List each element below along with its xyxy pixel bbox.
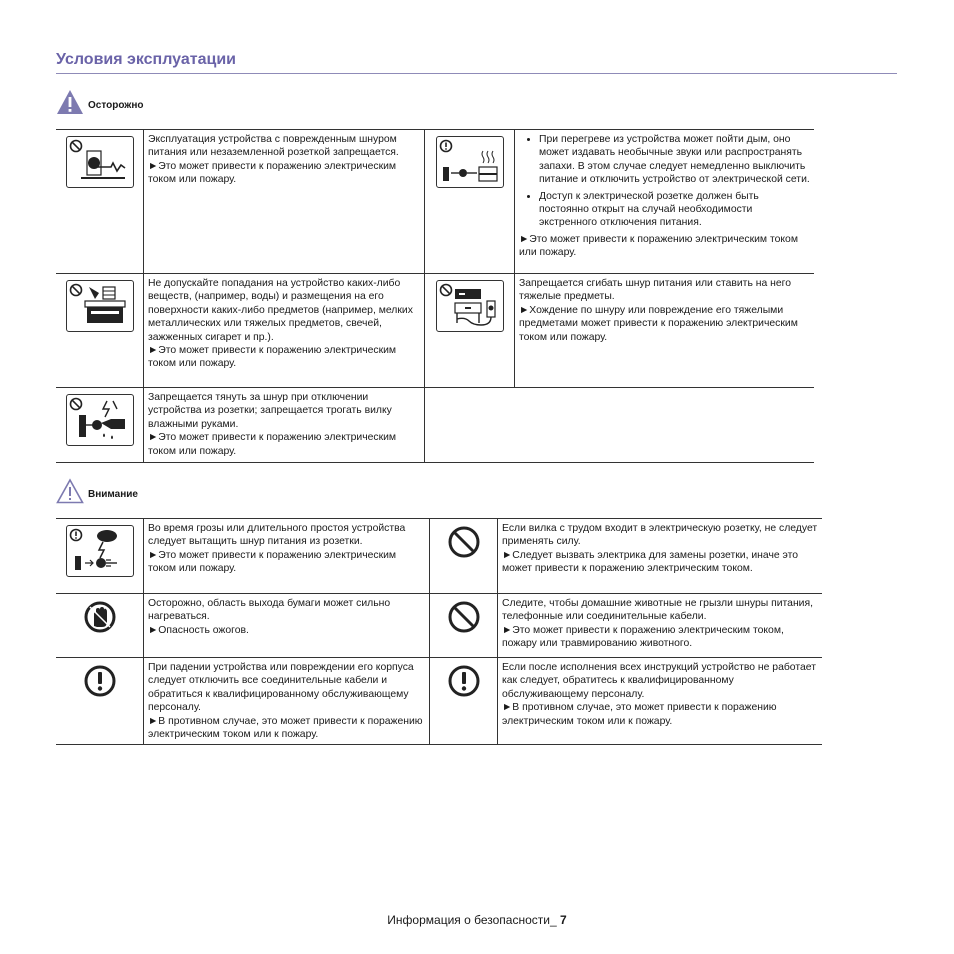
c-row1-left-text: Во время грозы или длительного простоя устройства следует вытащить шнур питания из розетки. ►Это может привести к поражению электрическим током или пожару. xyxy=(148,523,406,575)
hot-surface-hand-icon xyxy=(83,600,117,634)
text-cell xyxy=(144,130,425,273)
image-cell xyxy=(430,594,498,657)
row2-left-text: Не допускайте попадания на устройство каких-либо веществ, (например, воды) и размещения на его поверхности каких-либо предметов (например, мелких металлических или тяжелых предметов, свечей, зажженных сигарет и пр.). ►Это может привести к поражению электрическим током или пожару. xyxy=(148,278,413,370)
no-pulling-cord-wet-hands-icon xyxy=(66,394,134,446)
row1-right-note: ►Это может привести к поражению электрическим током или пожару. xyxy=(519,233,798,259)
text-cell xyxy=(144,658,430,744)
no-bending-cord-icon xyxy=(436,280,504,332)
exclamation-circle-icon xyxy=(447,664,481,698)
footer-text: Информация о безопасности_ xyxy=(387,913,557,927)
empty-cell xyxy=(425,388,814,462)
row3-left-text: Запрещается тянуть за шнур при отключении устройства из розетки; запрещается трогать вилку влажными руками. ►Это может привести к поражению электрическим током или пожару. xyxy=(148,392,397,457)
text-cell xyxy=(144,519,430,593)
caution-heading xyxy=(56,478,138,504)
image-cell xyxy=(56,658,144,744)
text-cell xyxy=(515,274,814,387)
title-rule xyxy=(56,73,897,74)
image-cell xyxy=(56,130,144,273)
image-cell xyxy=(425,274,515,387)
caution-table xyxy=(56,518,822,745)
text-cell xyxy=(144,594,430,657)
text-cell xyxy=(498,658,822,744)
damaged-cord-prohibited-icon xyxy=(66,136,134,188)
caution-heading-label: Внимание xyxy=(88,488,138,500)
text-cell xyxy=(498,594,822,657)
image-cell xyxy=(430,658,498,744)
table-row xyxy=(56,519,822,594)
c-row1-right-text: Если вилка с трудом входит в электрическую розетку, не следует применять силу. ►Следует вызвать электрика для замены розетки, иначе это может привести к поражению электрическим током. xyxy=(502,523,818,575)
page-title: Условия эксплуатации xyxy=(56,51,236,68)
row1-left-text: Эксплуатация устройства с поврежденным шнуром питания или незаземленной розеткой запрещается. ►Это может привести к поражению электрическим током или пожару. xyxy=(148,134,399,186)
table-row xyxy=(56,658,822,744)
table-row xyxy=(56,130,814,274)
prohibition-icon xyxy=(447,600,481,634)
warning-heading xyxy=(56,89,144,115)
table-row xyxy=(56,594,822,658)
image-cell xyxy=(56,519,144,593)
thunderstorm-unplug-icon xyxy=(66,525,134,577)
no-objects-on-device-icon xyxy=(66,280,134,332)
c-row2-right-text: Следите, чтобы домашние животные не грызли шнуры питания, телефонные или соединительные кабели. ►Это может привести к поражению электрическим током, пожару или травмированию животного. xyxy=(502,598,814,650)
caution-triangle-outline-icon xyxy=(56,478,84,504)
text-cell xyxy=(498,519,822,593)
c-row2-left-text: Осторожно, область выхода бумаги может сильно нагреваться. ►Опасность ожогов. xyxy=(148,598,391,636)
warning-triangle-filled-icon xyxy=(56,89,84,115)
c-row3-right-text: Если после исполнения всех инструкций устройство не работает как следует, обратитесь к квалифицированному обслуживающему персоналу. ►В противном случае, это может привести к поражению электрическим током или к пожару. xyxy=(502,662,816,727)
bullet-item: • При перегреве из устройства может пойти дым, оно может издавать необычные звуки или распространять запахи. В этом случае следует немедленно выключить питание и отключить устройство от электрической сети. xyxy=(539,133,810,187)
text-cell xyxy=(144,388,425,462)
table-row xyxy=(56,274,814,388)
image-cell xyxy=(56,274,144,387)
warning-heading-label: Осторожно xyxy=(88,99,144,111)
bullet-item: • Доступ к электрической розетке должен быть постоянно открыт на случай необходимости экстренного отключения питания. xyxy=(539,190,810,230)
exclamation-circle-icon xyxy=(83,664,117,698)
image-cell xyxy=(430,519,498,593)
row2-right-text: Запрещается сгибать шнур питания или ставить на него тяжелые предметы. ►Хождение по шнуру или повреждение его тяжелыми предметами может привести к поражению электрическим током или пожару. xyxy=(519,278,798,343)
prohibition-icon xyxy=(447,525,481,559)
table-row xyxy=(56,388,814,462)
image-cell xyxy=(425,130,515,273)
warning-table xyxy=(56,129,814,463)
image-cell xyxy=(56,388,144,462)
image-cell xyxy=(56,594,144,657)
row1-right-bullets xyxy=(519,133,810,230)
page-number: 7 xyxy=(560,913,567,927)
text-cell xyxy=(515,130,814,273)
page-footer xyxy=(0,913,954,927)
overheat-unplug-icon xyxy=(436,136,504,188)
c-row3-left-text: При падении устройства или повреждении его корпуса следует отключить все соединительные кабели и обратиться к квалифицированному обслуживающему персоналу. ►В противном случае, это может привести к поражению электрическим током или к пожару. xyxy=(148,662,423,741)
text-cell xyxy=(144,274,425,387)
